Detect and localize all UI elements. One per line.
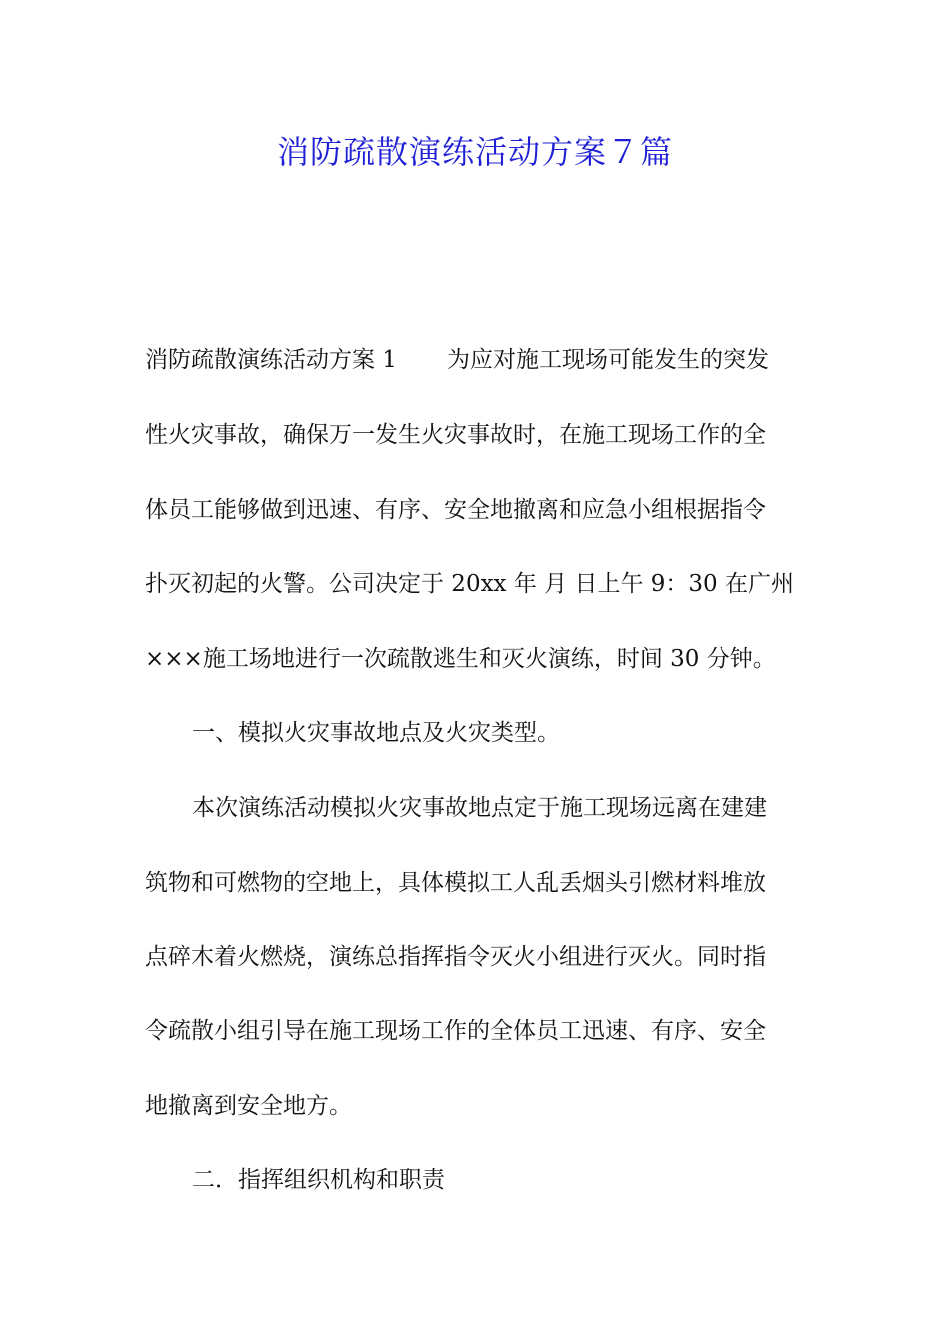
paragraph-text: 为应对施工现场可能发生的突发 xyxy=(446,347,769,373)
section-heading: 一、模拟火灾事故地点及火灾类型。 xyxy=(192,720,560,746)
paragraph-line: 本次演练活动模拟火灾事故地点定于施工现场远离在建建 xyxy=(192,795,767,821)
paragraph-line: 点碎木着火燃烧，演练总指挥指令灭火小组进行灭火。同时指 xyxy=(145,944,766,970)
paragraph-line: 体员工能够做到迅速、有序、安全地撤离和应急小组根据指令 xyxy=(145,497,766,523)
plan-heading: 消防疏散演练活动方案 1 xyxy=(145,347,397,373)
paragraph-line xyxy=(145,344,810,376)
paragraph-line: 性火灾事故，确保万一发生火灾事故时，在施工现场工作的全 xyxy=(145,422,766,448)
section-heading: 二．指挥组织机构和职责 xyxy=(192,1167,445,1193)
paragraph-line: 扑灭初起的火警。公司决定于 20xx 年 月 日上午 9：30 在广州 xyxy=(145,571,794,597)
document-title: 消防疏散演练活动方案７篇 xyxy=(276,133,673,171)
paragraph-line: 令疏散小组引导在施工现场工作的全体员工迅速、有序、安全 xyxy=(145,1018,766,1044)
paragraph-line: 地撤离到安全地方。 xyxy=(145,1093,352,1119)
paragraph-line: 筑物和可燃物的空地上，具体模拟工人乱丢烟头引燃材料堆放 xyxy=(145,870,766,896)
paragraph-line: ×××施工场地进行一次疏散逃生和灭火演练，时间 30 分钟。 xyxy=(145,646,776,672)
